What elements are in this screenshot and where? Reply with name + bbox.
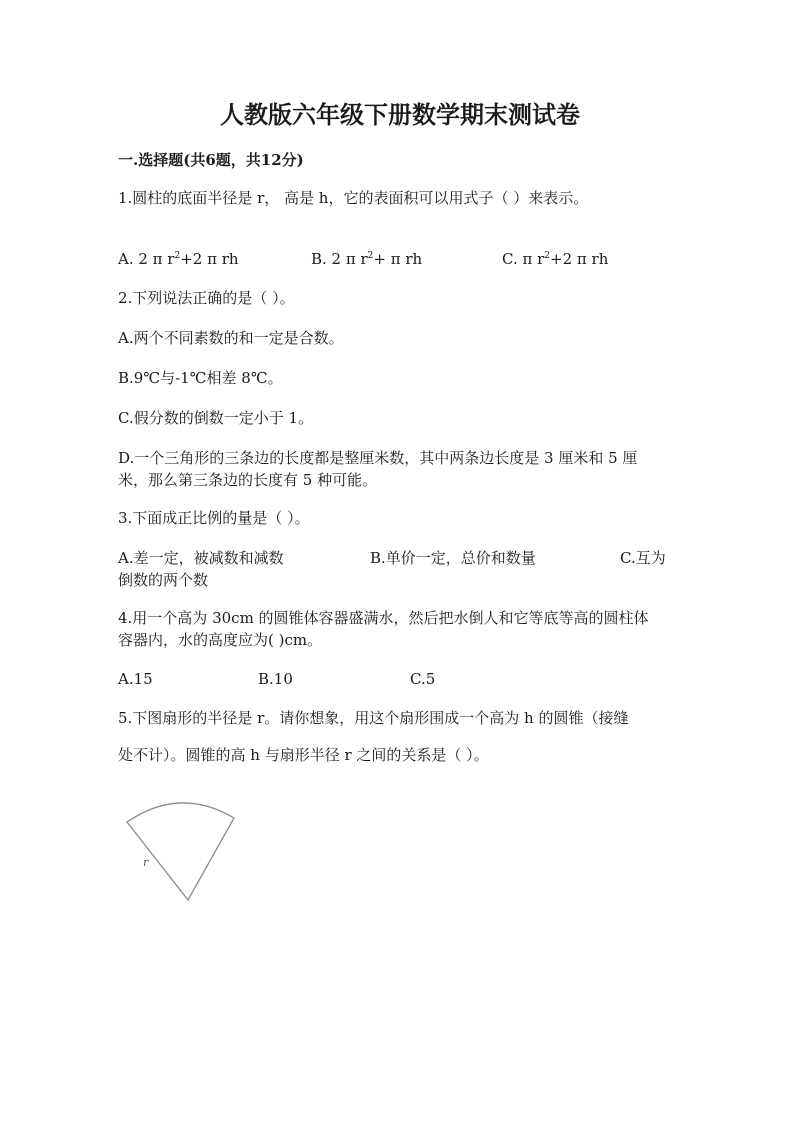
question-2-option-c: C.假分数的倒数一定小于 1。 bbox=[118, 409, 314, 427]
sector-radius-label: r bbox=[143, 856, 149, 869]
question-3-option-a: A.差一定，被减数和减数 bbox=[118, 549, 284, 567]
question-5-line1: 5.下图扇形的半径是 r。请你想象，用这个扇形围成一个高为 h 的圆锥（接缝 bbox=[118, 709, 629, 727]
question-4-line2: 容器内，水的高度应为( )cm。 bbox=[118, 631, 323, 649]
question-5-line2: 处不计）。圆锥的高 h 与扇形半径 r 之间的关系是（ ）。 bbox=[118, 746, 489, 764]
question-1-option-c: C. π $r^2+2$ π rh bbox=[502, 250, 609, 268]
question-4-option-b: B.10 bbox=[258, 670, 293, 688]
question-3-option-c: C.互为 bbox=[620, 549, 666, 567]
question-2-option-d-line2: 米，那么第三条边的长度有 5 种可能。 bbox=[118, 471, 378, 489]
question-2-option-d-line1: D.一个三角形的三条边的长度都是整厘米数，其中两条边长度是 3 厘米和 5 厘 bbox=[118, 449, 638, 467]
question-1-text: 1.圆柱的底面半径是 r， 高是 h，它的表面积可以用式子（ ）来表示。 bbox=[118, 189, 589, 207]
question-3-option-b: B.单价一定，总价和数量 bbox=[370, 549, 536, 567]
question-4-option-a: A.15 bbox=[118, 670, 153, 688]
question-1-option-a: A. 2 π $r^2+2$ π rh bbox=[118, 250, 239, 268]
page-title: 人教版六年级下册数学期末测试卷 bbox=[220, 100, 580, 129]
question-4-line1: 4.用一个高为 30cm 的圆锥体容器盛满水，然后把水倒人和它等底等高的圆柱体 bbox=[118, 609, 649, 627]
question-1-option-b: B. 2 π $r^2+ \pi$ rh bbox=[311, 250, 423, 268]
question-3-option-c-continued: 倒数的两个数 bbox=[118, 571, 209, 589]
question-4-option-c: C.5 bbox=[410, 670, 436, 688]
sector-figure bbox=[118, 800, 278, 910]
section-heading: 一.选择题(共6题，共12分) bbox=[118, 151, 304, 169]
question-2-option-a: A.两个不同素数的和一定是合数。 bbox=[118, 329, 344, 347]
sector-outline bbox=[127, 803, 234, 900]
question-3-text: 3.下面成正比例的量是（ ）。 bbox=[118, 509, 310, 527]
question-2-text: 2.下列说法正确的是（ ）。 bbox=[118, 289, 295, 307]
question-2-option-b: B.9℃与-1℃相差 8℃。 bbox=[118, 369, 283, 387]
